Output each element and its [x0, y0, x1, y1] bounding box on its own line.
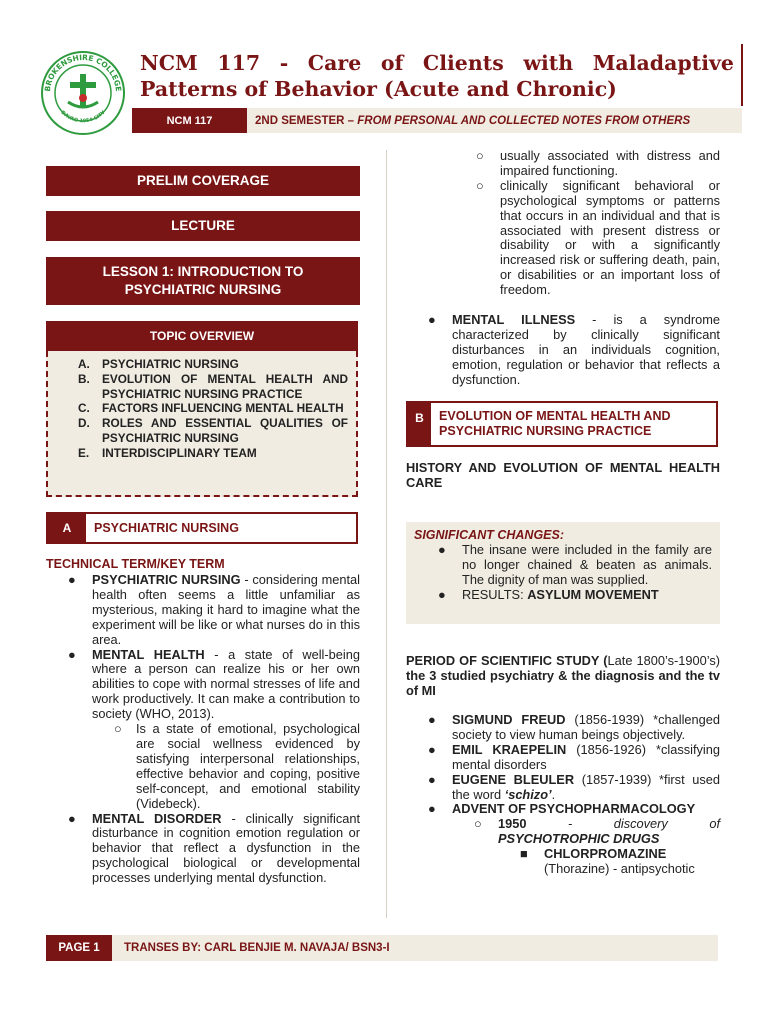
list-item: ○ 1950 - discovery of PSYCHOTROPHIC DRUGS	[474, 816, 720, 847]
overview-item-text: EVOLUTION OF MENTAL HEALTH AND PSYCHIATRIC NURSING PRACTICE	[102, 371, 348, 401]
asylum-movement: ASYLUM MOVEMENT	[527, 586, 659, 602]
list-item: ○ Is a state of emotional, psychological are social wellness evidenced by satisfying interpersonal relationships, effective behavior and coping, positive self-concept, and emotional stability (Videbeck).	[114, 721, 360, 811]
list-item: ● EUGENE BLEULER (1857-1939) *first used the word ‘schizo’.	[428, 771, 720, 802]
psychotrophic-drugs: PSYCHOTROPHIC DRUGS	[498, 831, 660, 847]
thorazine: (Thorazine) - antipsychotic	[544, 861, 695, 877]
significant-changes-list	[414, 543, 712, 603]
def-mental-disorder: - clinically significant disturbance in cognition emotion regulation or behavior that reflect a dysfunction in the psychological biological or developmental processes underlying mental dysfunction.	[92, 810, 361, 886]
term-mental-illness: MENTAL ILLNESS	[452, 312, 576, 327]
topic-overview	[46, 351, 358, 497]
mental-illness-item	[428, 313, 720, 388]
list-item: ● PSYCHIATRIC NURSING - considering mental health often seems a little unfamiliar as mysterious, making it hard to imagine what the experiment will be like or what nurses do in this area.	[68, 572, 360, 647]
section-a-label: PSYCHIATRIC NURSING	[94, 520, 239, 535]
semester-label: 2ND SEMESTER –	[255, 114, 358, 127]
prelim-coverage-banner: PRELIM COVERAGE	[46, 166, 360, 196]
topic-overview-list	[78, 357, 348, 461]
overview-item	[78, 416, 348, 446]
term-psychiatric-nursing: PSYCHIATRIC NURSING	[92, 572, 241, 587]
page-footer	[46, 935, 718, 961]
title-word: with	[523, 51, 574, 75]
overview-item-text: FACTORS INFLUENCING MENTAL HEALTH	[102, 401, 344, 416]
section-a-letter: A	[48, 514, 86, 542]
list-item: ○ clinically significant behavioral or psychological symptoms or patterns that occurs in an individual and that is associated with present distress or disability or with a significantly increased risk or suffering death, pain, or disabilities or an important loss of freedom.	[476, 177, 720, 298]
list-item: ● EMIL KRAEPELIN (1856-1926) *classifying mental disorders	[428, 741, 720, 772]
bleuler-text: (1857-1939) *first used the word	[452, 771, 720, 802]
significant-change-1: The insane were included in the family are no longer chained & beaten as animals. The dignity of man was supplied.	[462, 542, 712, 587]
list-item: ● The insane were included in the family are no longer chained & beaten as animals. The dignity of man was supplied.	[438, 542, 712, 587]
right-top-subitems	[476, 149, 720, 298]
overview-item-text: PSYCHIATRIC NURSING	[102, 357, 239, 371]
logo-text: BROKENSHIRE COLLEGE	[42, 52, 124, 93]
def-psychiatric-nursing: - considering mental health often seems a little unfamiliar as mysterious, making it hard to imagine what the experiment will be like or what nurses do in this area.	[92, 572, 360, 647]
disorder-sub-2: clinically significant behavioral or psychological symptoms or patterns that occurs in an individual and that is associated with present distress or disability or with a significantly increased risk or suffering death, pain, or disabilities or an important loss of freedom.	[500, 177, 720, 298]
bleuler-end: .	[551, 786, 556, 802]
kraepelin-text: (1856-1926) *classifying mental disorders	[452, 741, 720, 772]
scientists-list	[428, 713, 720, 877]
bleuler-name: EUGENE BLEULER	[452, 771, 575, 787]
title-line-2: Patterns of Behavior (Acute and Chronic)	[140, 77, 617, 101]
overview-item	[78, 446, 348, 461]
overview-item-key: E.	[78, 445, 90, 460]
list-item: ● MENTAL DISORDER - clinically significant disturbance in cognition emotion regulation or behavior that reflect a dysfunction in the psychological biological or developmental processes underlying mental dysfunction.	[68, 810, 361, 886]
freud-name: SIGMUND FREUD	[452, 712, 566, 727]
title-word: Clients	[422, 51, 504, 75]
results-label: RESULTS:	[462, 586, 528, 602]
term-mental-disorder: MENTAL DISORDER	[92, 810, 222, 826]
list-item: ● MENTAL ILLNESS - is a syndrome characterized by clinically significant disturbances in an individuals cognition, emotion, regulation or behavior that reflects a dysfunction.	[428, 312, 720, 387]
topic-overview-title: TOPIC OVERVIEW	[46, 321, 358, 351]
advent-psychopharmacology: ADVENT OF PSYCHOPHARMACOLOGY	[452, 801, 696, 817]
section-b-header	[406, 401, 718, 447]
disorder-sub-1: usually associated with distress and impaired functioning.	[500, 148, 720, 178]
list-item: ■ CHLORPROMAZINE (Thorazine) - antipsychotic	[520, 846, 695, 877]
left-definitions	[68, 573, 360, 886]
overview-item	[78, 401, 348, 416]
list-item: ● RESULTS: ASYLUM MOVEMENT	[438, 586, 659, 602]
title-word: Care	[307, 51, 362, 75]
transes-by: TRANSES BY: CARL BENJIE M. NAVAJA/ BSN3-I	[124, 942, 390, 954]
period-desc: the 3 studied psychiatry & the diagnosis and the tv of MI	[406, 667, 720, 698]
title-word: -	[279, 51, 289, 75]
title-line-1	[140, 50, 734, 76]
college-logo	[40, 50, 126, 136]
section-b-label: EVOLUTION OF MENTAL HEALTH AND PSYCHIATRIC NURSING PRACTICE	[439, 409, 671, 438]
title-word: NCM	[140, 51, 198, 75]
year-1950: 1950	[498, 816, 527, 832]
document-title	[140, 50, 734, 102]
overview-item-key: A.	[78, 357, 90, 371]
overview-item-key: B.	[78, 371, 90, 386]
course-bar	[132, 108, 742, 133]
discovery-text: - discovery of	[526, 816, 720, 832]
overview-item-key: D.	[78, 416, 90, 431]
significant-changes-box	[406, 522, 720, 624]
semester-text	[247, 115, 690, 127]
def-mental-health-sub: Is a state of emotional, psychological are social wellness evidenced by satisfying interpersonal relationships, effective behavior and coping, positive self-concept, and emotional stability (Videbeck).	[136, 721, 360, 811]
title-word: 117	[217, 51, 261, 75]
logo-subtext: DAVAO 1954 CITY	[59, 109, 107, 125]
lesson-banner: LESSON 1: INTRODUCTION TO PSYCHIATRIC NURSING	[46, 257, 360, 305]
title-word: of	[380, 51, 404, 75]
lecture-banner: LECTURE	[46, 211, 360, 241]
overview-item-key: C.	[78, 401, 90, 416]
semester-note: FROM PERSONAL AND COLLECTED NOTES FROM OTHERS	[357, 114, 691, 127]
term-mental-health: MENTAL HEALTH	[92, 646, 205, 662]
period-title: PERIOD OF SCIENTIFIC STUDY (	[406, 653, 608, 668]
def-mental-health: - a state of well-being where a person can realize his or her own abilities to cope with normal stresses of life and work productively. It can make a contribution to society (WHO, 2013).	[92, 646, 360, 722]
history-heading: HISTORY AND EVOLUTION OF MENTAL HEALTH CARE	[406, 460, 720, 490]
list-item: ○ usually associated with distress and impaired functioning.	[476, 148, 720, 178]
section-a-header	[46, 512, 358, 544]
list-item: ● ADVENT OF PSYCHOPHARMACOLOGY	[428, 801, 696, 817]
overview-item-text: ROLES AND ESSENTIAL QUALITIES OF PSYCHIATRIC NURSING	[102, 416, 348, 445]
key-term-heading: TECHNICAL TERM/KEY TERM	[46, 557, 225, 571]
page-number: PAGE 1	[46, 935, 112, 961]
chlorpromazine: CHLORPROMAZINE	[544, 846, 667, 862]
list-item: ● SIGMUND FREUD (1856-1939) *challenged society to view human beings objectively.	[428, 712, 720, 742]
title-rule	[741, 44, 743, 106]
title-word: Maladaptive	[592, 51, 734, 75]
column-divider	[386, 150, 387, 918]
section-b-letter: B	[408, 403, 431, 445]
list-item: ● MENTAL HEALTH - a state of well-being where a person can realize his or her own abilities to cope with normal stresses of life and work productively. It can make a contribution to society (WHO, 2013).	[68, 646, 360, 722]
period-heading	[406, 654, 720, 699]
freud-text: (1856-1939) *challenged society to view human beings objectively.	[452, 712, 720, 742]
kraepelin-name: EMIL KRAEPELIN	[452, 741, 567, 757]
schizo-word: ‘schizo’	[504, 786, 552, 802]
overview-item-text: INTERDISCIPLINARY TEAM	[102, 445, 257, 460]
def-mental-illness: - is a syndrome characterized by clinically significant disturbances in an individuals cognition, emotion, regulation or behavior that reflects a dysfunction.	[452, 312, 720, 387]
significant-changes-title: SIGNIFICANT CHANGES:	[414, 528, 564, 542]
period-dates: Late 1800’s-1900’s)	[607, 653, 720, 668]
overview-item	[78, 357, 348, 372]
course-code: NCM 117	[132, 108, 247, 133]
overview-item	[78, 372, 348, 402]
